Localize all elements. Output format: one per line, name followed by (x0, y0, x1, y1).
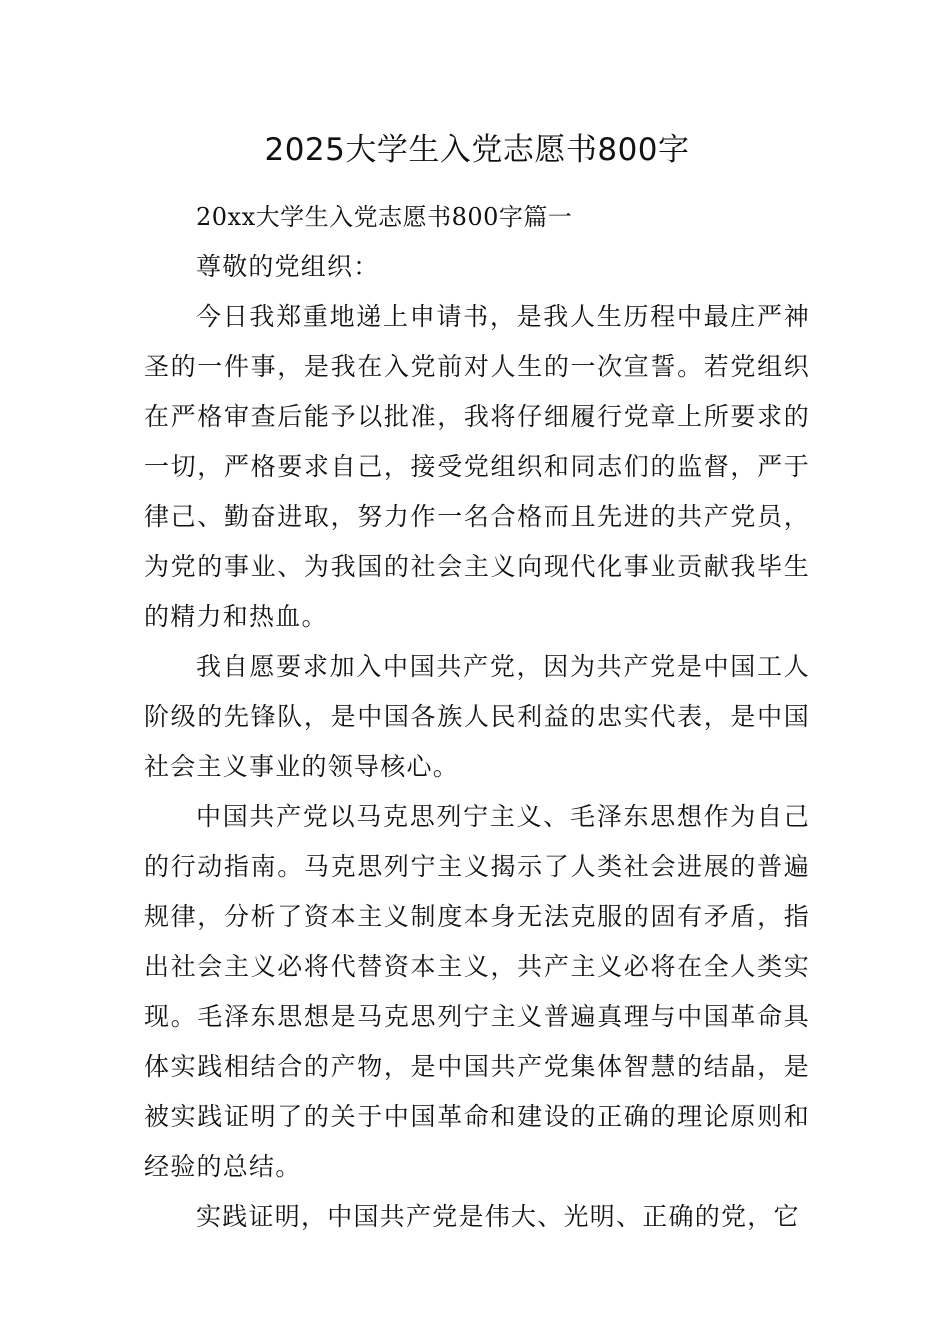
paragraph-4: 实践证明，中国共产党是伟大、光明、正确的党，它 (196, 1202, 800, 1231)
salutation: 尊敬的党组织： (196, 252, 380, 281)
paragraph-3: 中国共产党以马克思列宁主义、毛泽东思想作为自己的行动指南。马克思列宁主义揭示了人类社会进展的普遍规律，分析了资本主义制度本身无法克服的固有矛盾，指出社会主义必将代替资本主义，共产主义必将在全人类实现。毛泽东思想是马克思列宁主义普遍真理与中国革命具体实践相结合的产物，是中国共产党集体智慧的结晶，是被实践证明了的关于中国革命和建设的正确的理论原则和经验的总结。 (144, 802, 810, 1181)
paragraph-2: 我自愿要求加入中国共产党，因为共产党是中国工人阶级的先锋队，是中国各族人民利益的忠实代表，是中国社会主义事业的领导核心。 (144, 652, 810, 781)
document-title: 2025大学生入党志愿书800字 (264, 132, 690, 168)
document-subtitle: 20xx大学生入党志愿书800字篇一 (196, 203, 573, 231)
paragraph-1: 今日我郑重地递上申请书，是我人生历程中最庄严神圣的一件事，是我在入党前对人生的一次宣誓。若党组织在严格审查后能予以批准，我将仔细履行党章上所要求的一切，严格要求自己，接受党组织和同志们的监督，严于律己、勤奋进取，努力作一名合格而且先进的共产党员，为党的事业、为我国的社会主义向现代化事业贡献我毕生的精力和热血。 (144, 302, 810, 631)
